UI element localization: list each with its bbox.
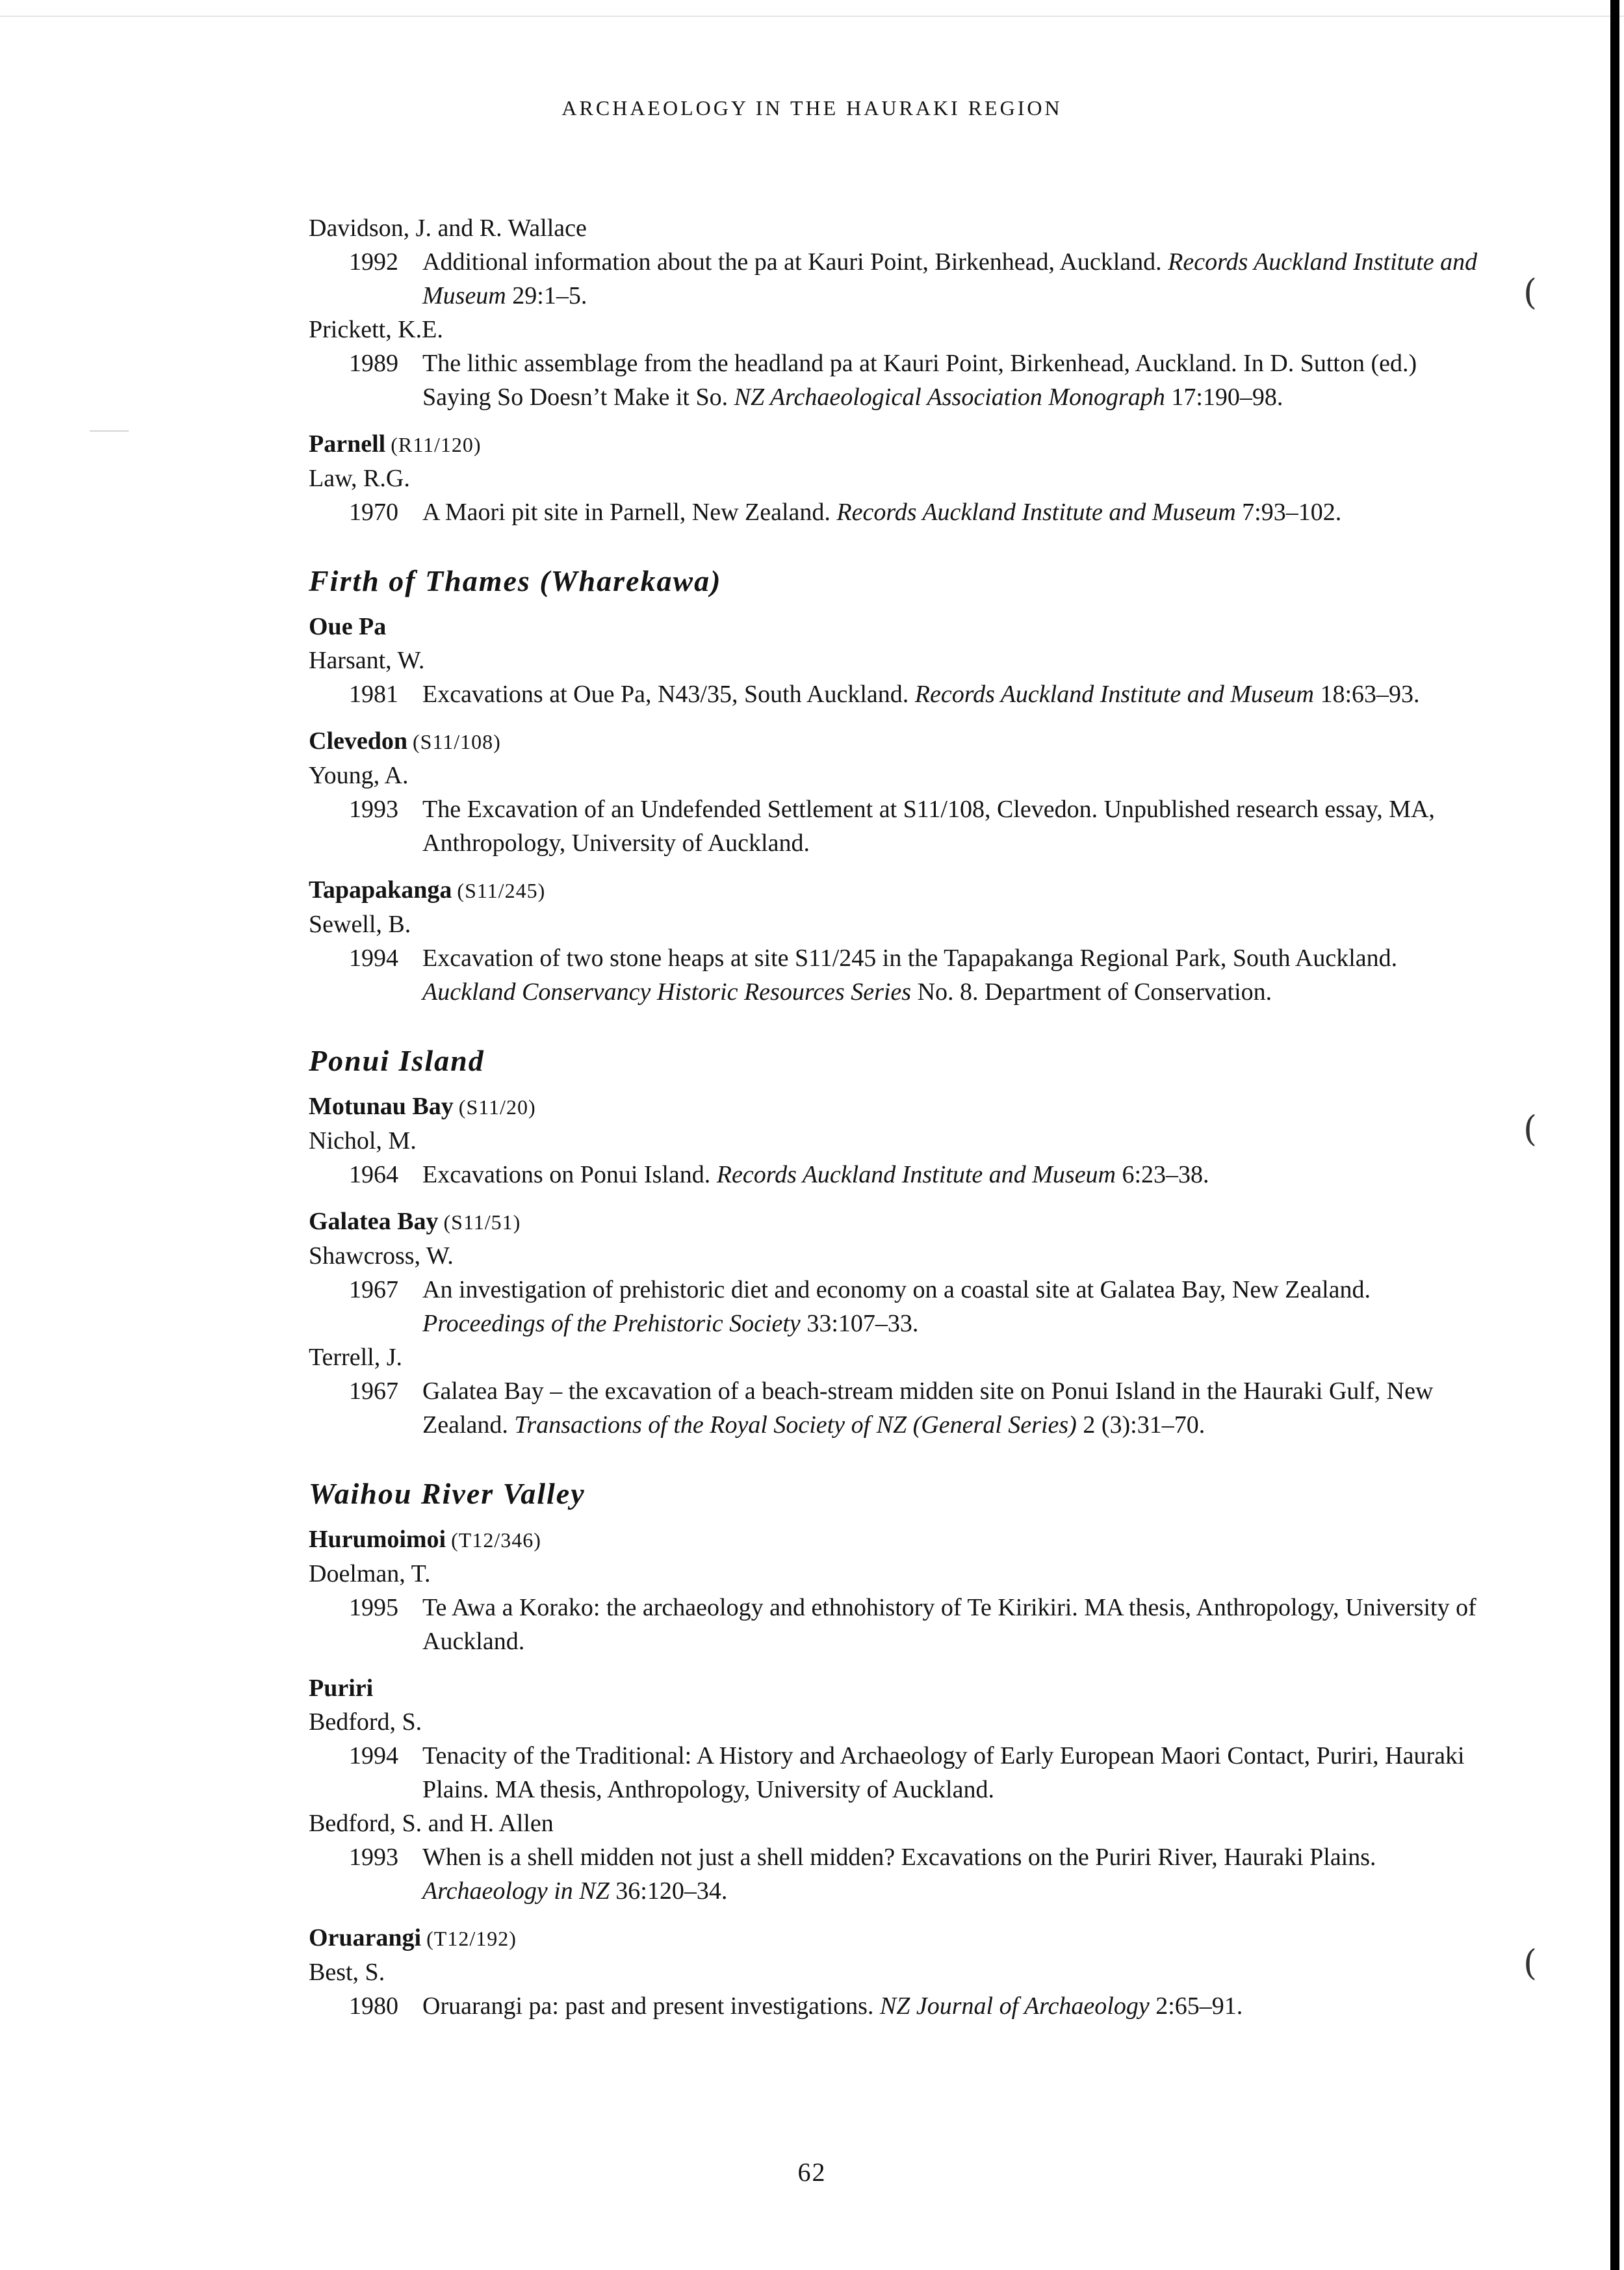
entry-publication: Records Auckland Institute and Museum	[914, 681, 1314, 708]
bibliography-entry	[309, 677, 1491, 711]
author-line: Prickett, K.E.	[309, 316, 443, 343]
entry-segment: Te Awa a Korako: the archaeology and ethnohistory of Te Kirikiri. MA thesis, Anthropology, University of Auckland.	[422, 1594, 1476, 1655]
author-line: Shawcross, W.	[309, 1242, 454, 1270]
bibliography-entry	[309, 1374, 1491, 1442]
author-line: Nichol, M.	[309, 1127, 417, 1155]
entry-segment: Excavations at Oue Pa, N43/35, South Auckland.	[422, 681, 915, 708]
site-name: Oue Pa	[309, 613, 387, 640]
entry-year: 1993	[349, 1844, 398, 1871]
entry-year: 1995	[349, 1594, 398, 1621]
entry-segment: Additional information about the pa at Kauri Point, Birkenhead, Auckland.	[422, 248, 1168, 276]
author-line: Harsant, W.	[309, 647, 425, 674]
entry-publication: Records Auckland Institute and Museum	[716, 1161, 1116, 1188]
site-code: (T12/346)	[451, 1528, 541, 1552]
entry-segment: Galatea Bay – the excavation of a beach-stream midden site on Ponui Island in the Hauraki Gulf, New Zealand.	[422, 1377, 1434, 1439]
entry-year: 1980	[349, 1992, 398, 2020]
site-heading	[309, 1921, 1491, 1955]
entry-year: 1994	[349, 945, 398, 972]
entry-year: 1994	[349, 1742, 398, 1769]
entry-segment: An investigation of prehistoric diet and economy on a coastal site at Galatea Bay, New Zealand.	[422, 1276, 1371, 1303]
site-heading	[309, 610, 1491, 644]
author-line: Davidson, J. and R. Wallace	[309, 215, 587, 242]
site-heading	[309, 1205, 1491, 1239]
bibliography-entry	[309, 1158, 1491, 1192]
site-heading	[309, 427, 1491, 462]
site-heading	[309, 724, 1491, 759]
entry-text	[422, 245, 1491, 313]
site-code: (S11/245)	[457, 879, 546, 902]
entry-segment: The Excavation of an Undefended Settlement at S11/108, Clevedon. Unpublished research essay, MA, Anthropology, University of Auckland.	[422, 796, 1435, 857]
region-heading: Waihou River Valley	[309, 1477, 586, 1510]
entry-text	[422, 941, 1491, 1009]
site-heading	[309, 1522, 1491, 1557]
entry-text	[422, 1739, 1491, 1807]
site-code: (S11/20)	[458, 1095, 536, 1119]
scan-top-rule	[0, 16, 1624, 17]
entry-year: 1981	[349, 681, 398, 708]
entry-text	[422, 1273, 1491, 1340]
entry-segment: Excavations on Ponui Island.	[422, 1161, 717, 1188]
author-line: Doelman, T.	[309, 1560, 431, 1587]
site-name: Motunau Bay	[309, 1093, 454, 1120]
entry-segment: 18:63–93.	[1314, 681, 1420, 708]
author-line: Best, S.	[309, 1959, 385, 1986]
entry-text	[422, 1989, 1491, 2023]
running-head: ARCHAEOLOGY IN THE HAURAKI REGION	[561, 96, 1063, 120]
entry-text	[422, 1840, 1491, 1908]
margin-mark: (	[1523, 1942, 1538, 1983]
site-name: Parnell	[309, 430, 386, 458]
entry-segment: 6:23–38.	[1116, 1161, 1209, 1188]
site-code: (T12/192)	[426, 1927, 517, 1950]
site-heading	[309, 873, 1491, 907]
page-number: 62	[797, 2158, 827, 2187]
site-code: (S11/108)	[413, 730, 501, 753]
entry-segment: No. 8. Department of Conservation.	[911, 978, 1272, 1006]
site-name: Puriri	[309, 1675, 374, 1702]
entry-year: 1964	[349, 1161, 398, 1188]
author-line: Law, R.G.	[309, 465, 410, 492]
entry-publication: Auckland Conservancy Historic Resources Series	[422, 978, 912, 1006]
bibliography-entry	[309, 1989, 1491, 2023]
site-code: (S11/51)	[443, 1210, 521, 1234]
scan-right-edge	[1610, 0, 1619, 2270]
author-line: Young, A.	[309, 762, 409, 789]
entry-text	[422, 792, 1491, 860]
bibliography-entry	[309, 346, 1491, 414]
entry-segment: 2 (3):31–70.	[1076, 1411, 1205, 1439]
region-heading: Ponui Island	[309, 1044, 485, 1077]
entry-segment: Tenacity of the Traditional: A History and Archaeology of Early European Maori Contact, Puriri, Hauraki Plains. MA thesis, Anthropology, University of Auckland.	[422, 1742, 1465, 1803]
entry-text	[422, 1374, 1491, 1442]
entry-year: 1967	[349, 1276, 398, 1303]
site-name: Oruarangi	[309, 1924, 422, 1951]
margin-mark: (	[1523, 1108, 1538, 1149]
entry-publication: Records Auckland Institute and Museum	[422, 248, 1478, 309]
entry-text	[422, 1158, 1491, 1192]
bibliography-entry	[309, 792, 1491, 860]
site-heading	[309, 1671, 1491, 1705]
entry-publication: Proceedings of the Prehistoric Society	[422, 1310, 801, 1337]
scan-margin-dash	[90, 430, 129, 432]
entry-segment: 33:107–33.	[800, 1310, 919, 1337]
entry-segment: 29:1–5.	[506, 282, 587, 309]
entry-year: 1993	[349, 796, 398, 823]
entry-year: 1967	[349, 1377, 398, 1405]
entry-segment: Excavation of two stone heaps at site S11/245 in the Tapapakanga Regional Park, South Auckland.	[422, 945, 1398, 972]
entry-year: 1970	[349, 499, 398, 526]
author-line: Bedford, S.	[309, 1708, 422, 1736]
entry-year: 1989	[349, 350, 398, 377]
entry-segment: 7:93–102.	[1235, 499, 1342, 526]
entry-segment: Oruarangi pa: past and present investigations.	[422, 1992, 880, 2020]
site-name: Galatea Bay	[309, 1208, 439, 1235]
bibliography-entry	[309, 1591, 1491, 1658]
entry-text	[422, 346, 1491, 414]
bibliography-entry	[309, 941, 1491, 1009]
entry-segment: When is a shell midden not just a shell midden? Excavations on the Puriri River, Hauraki Plains.	[422, 1844, 1376, 1871]
entry-text	[422, 677, 1491, 711]
entry-segment: 36:120–34.	[609, 1877, 728, 1905]
bibliography-entry	[309, 495, 1491, 529]
bibliography-entry	[309, 1273, 1491, 1340]
bibliography-entry	[309, 245, 1491, 313]
site-name: Hurumoimoi	[309, 1526, 446, 1553]
margin-mark: (	[1523, 272, 1538, 313]
entry-publication: NZ Journal of Archaeology	[879, 1992, 1150, 2020]
author-line: Terrell, J.	[309, 1344, 403, 1371]
entry-publication: Transactions of the Royal Society of NZ (General Series)	[514, 1411, 1077, 1439]
bibliography-entry	[309, 1739, 1491, 1807]
author-line: Bedford, S. and H. Allen	[309, 1810, 554, 1837]
entry-segment: The lithic assemblage from the headland pa at Kauri Point, Birkenhead, Auckland. In D. Sutton (ed.) Saying So Doesn’t Make it So.	[422, 350, 1417, 411]
region-heading: Firth of Thames (Wharekawa)	[309, 564, 722, 597]
site-name: Tapapakanga	[309, 876, 452, 904]
entry-publication: NZ Archaeological Association Monograph	[734, 384, 1165, 411]
site-name: Clevedon	[309, 727, 407, 755]
entry-text	[422, 1591, 1491, 1658]
entry-publication: Archaeology in NZ	[422, 1877, 610, 1905]
entry-year: 1992	[349, 248, 398, 276]
site-heading	[309, 1089, 1491, 1124]
author-line: Sewell, B.	[309, 911, 411, 938]
entry-publication: Records Auckland Institute and Museum	[836, 499, 1236, 526]
bibliography-entry	[309, 1840, 1491, 1908]
site-code: (R11/120)	[391, 433, 482, 456]
entry-segment: 2:65–91.	[1149, 1992, 1243, 2020]
entry-segment: 17:190–98.	[1165, 384, 1283, 411]
entry-segment: A Maori pit site in Parnell, New Zealand.	[422, 499, 837, 526]
entry-text	[422, 495, 1491, 529]
bibliography-content	[309, 211, 1491, 2023]
